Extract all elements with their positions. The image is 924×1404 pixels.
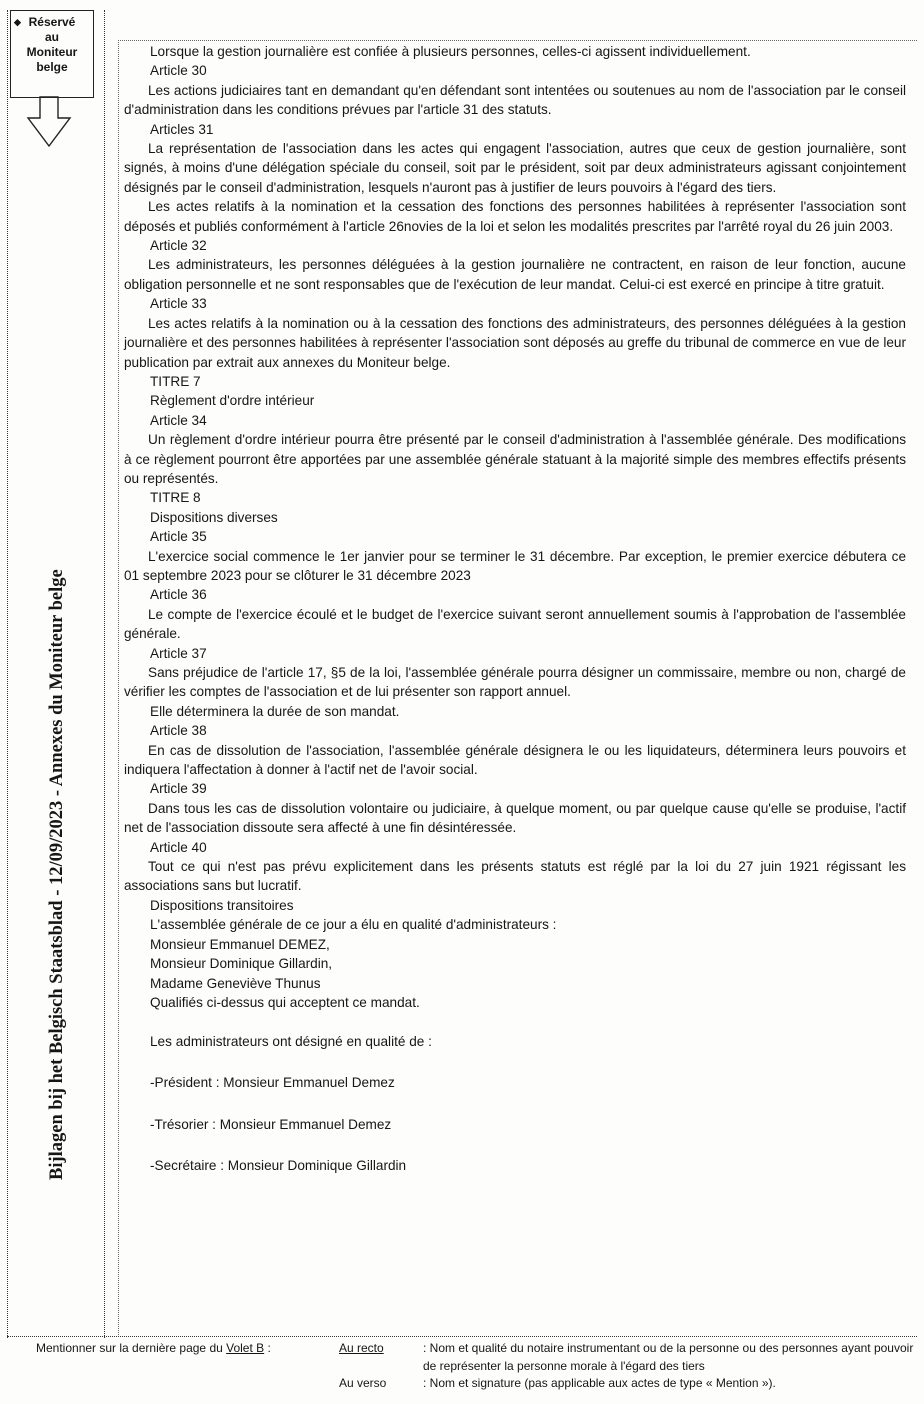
bottom-divider: [7, 1336, 917, 1337]
footer-volet: Volet B: [226, 1341, 265, 1355]
body-paragraph: Sans préjudice de l'article 17, §5 de la loi, l'assemblée générale pourra désigner un commissaire, membre ou non, chargé de vérifier les comptes de l'association et de lui présenter son rapport annuel.: [124, 665, 906, 700]
body-paragraph: Tout ce qui n'est pas prévu explicitement dans les présents statuts est réglé par la loi du 27 juin 1921 régissant les associations sans but lucratif.: [124, 859, 906, 894]
body-line: L'assemblée générale de ce jour a élu en qualité d'administrateurs :: [150, 917, 557, 933]
spacer: [124, 1093, 906, 1115]
spacer: [124, 1012, 906, 1031]
body-line: Article 30: [150, 63, 207, 79]
reserve-line: Moniteur: [26, 45, 78, 59]
body-line: Monsieur Emmanuel DEMEZ,: [150, 936, 330, 952]
body-paragraph: Les administrateurs, les personnes déléguées à la gestion journalière ne contractent, en raison de leur fonction, aucune obligation personnelle et ne sont responsables que de l'exécution de leur mandat. Celui-ci est exercé en principe à titre gratuit.: [124, 257, 906, 292]
vertical-margin-label: Bijlagen bij het Belgisch Staatsblad - 12/09/2023 - Annexes du Moniteur belge: [47, 569, 67, 1180]
body-paragraph: La représentation de l'association dans les actes qui engagent l'association, autres que ceux de gestion journalière, sont signés, à moins d'une délégation spéciale du conseil, soit par le président, soit par deux administrateurs agissant conjointement désignés par le conseil d'administration, lesquels n'auront pas à justifier de leurs pouvoirs à l'égard des tiers.: [124, 141, 906, 195]
body-line: Elle déterminera la durée de son mandat.: [150, 703, 400, 719]
body-line: Article 38: [150, 723, 207, 739]
body-line: Article 40: [150, 839, 207, 855]
body-line: Article 39: [150, 781, 207, 797]
body-line: Article 35: [150, 529, 207, 545]
footer-verso-text: : Nom et signature (pas applicable aux actes de type « Mention »).: [423, 1376, 776, 1390]
down-arrow-icon: [26, 96, 72, 148]
body-line: -Président : Monsieur Emmanuel Demez: [150, 1075, 395, 1091]
footer-mention-prefix: Mentionner sur la dernière page du: [36, 1341, 227, 1355]
reserve-line: au: [44, 30, 59, 44]
body-line: Dispositions transitoires: [150, 897, 294, 913]
body-line: Article 32: [150, 238, 207, 254]
body-line: Monsieur Dominique Gillardin,: [150, 956, 333, 972]
body-line: Règlement d'ordre intérieur: [150, 393, 315, 409]
body-paragraph: Les actions judiciaires tant en demandant qu'en défendant sont intentées ou soutenues au nom de l'association par le conseil d'administration dans les conditions prévues par l'article 31 des statuts.: [124, 82, 906, 118]
bullet-icon: ◆: [14, 17, 21, 27]
body-line: Madame Geneviève Thunus: [150, 975, 321, 991]
body-line: TITRE 7: [150, 373, 201, 389]
body-paragraph: L'exercice social commence le 1er janvier pour se terminer le 31 décembre. Par exception, le premier exercice débutera ce 01 septembre 2023 pour se clôturer le 31 décembre 2023: [124, 548, 906, 583]
body-line: Lorsque la gestion journalière est confiée à plusieurs personnes, celles-ci agissent individuellement.: [150, 44, 751, 59]
body-line: -Secrétaire : Monsieur Dominique Gillardin: [150, 1157, 407, 1173]
body-paragraph: En cas de dissolution de l'association, l'assemblée générale désignera le ou les liquidateurs, déterminera leurs pouvoirs et indiquera l'affectation à donner à l'actif net de l'avoir social.: [124, 742, 906, 778]
body-paragraph: Le compte de l'exercice écoulé et le budget de l'exercice suivant seront annuellement soumis à l'approbation de l'assemblée générale.: [124, 606, 906, 642]
body-line: TITRE 8: [150, 490, 201, 506]
body-line: Les administrateurs ont désigné en qualité de :: [150, 1033, 432, 1049]
spacer: [124, 1134, 906, 1156]
footer-recto-text: : Nom et qualité du notaire instrumentant ou de la personne ou des personnes ayant pouvoir de représenter la personne morale à l'égard des tiers: [423, 1341, 914, 1373]
body-line: Article 33: [150, 296, 207, 312]
reserve-line: belge: [36, 60, 68, 74]
footer-verso-label: Au verso: [339, 1376, 387, 1390]
footer-mention-suffix: :: [264, 1341, 271, 1355]
spacer: [124, 1051, 906, 1073]
body-paragraph: Dans tous les cas de dissolution volontaire ou judiciaire, à quelque moment, ou par quelque cause qu'elle se produise, l'actif net de l'association dissoute sera affecté à une fin désintéressée.: [124, 800, 906, 836]
footer-mention: [36, 1340, 271, 1358]
body-paragraph: Les actes relatifs à la nomination et la cessation des fonctions des personnes habilitées à représenter l'association sont déposés et publiés conformément à l'article 26novies de la loi et selon les modalités prescrites par l'arrêté royal du 26 juin 2003.: [124, 199, 906, 234]
body-line: Article 36: [150, 587, 207, 603]
body-line: Articles 31: [150, 121, 214, 137]
body-paragraph: Un règlement d'ordre intérieur pourra être présenté par le conseil d'administration à l'assemblée générale. Des modifications à ce règlement pourront être apportées par une assemblée générale statuant à la majorité simple des membres effectifs présents ou représentés.: [124, 432, 906, 486]
body-paragraph: Les actes relatifs à la nomination ou à la cessation des fonctions des administrateurs, des personnes déléguées à la gestion journalière et des personnes habilitées à représenter l'association sont déposés au greffe du tribunal de commerce en vue de leur publication par extrait aux annexes du Moniteur belge.: [124, 315, 906, 370]
footer-instructions: [339, 1340, 924, 1393]
document-body: [124, 42, 906, 1175]
body-line: Article 37: [150, 645, 207, 661]
reserve-box: [10, 10, 94, 98]
body-line: Qualifiés ci-dessus qui acceptent ce mandat.: [150, 994, 420, 1010]
reserve-line: Réservé: [28, 15, 76, 29]
body-line: Article 34: [150, 412, 207, 428]
body-line: -Trésorier : Monsieur Emmanuel Demez: [150, 1116, 392, 1132]
footer-recto-label: Au recto: [339, 1341, 384, 1355]
body-line: Dispositions diverses: [150, 509, 278, 525]
